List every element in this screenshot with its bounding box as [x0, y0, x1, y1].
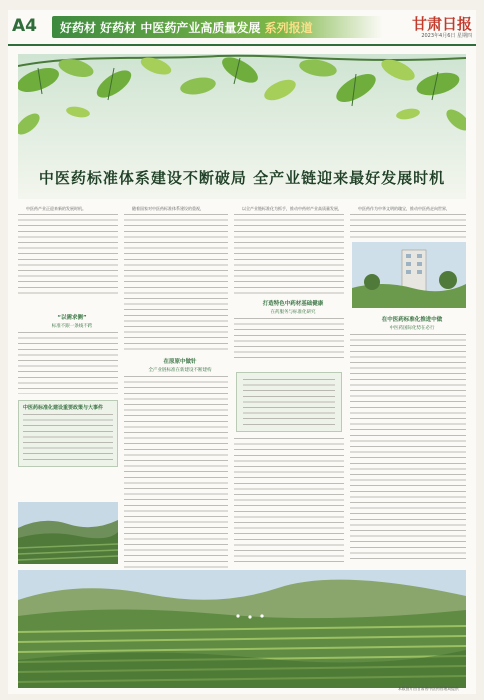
herb-field-photo	[18, 502, 118, 564]
body-text-block	[234, 214, 344, 296]
section-1-title: “以需求侧”	[57, 315, 87, 321]
article-column-4	[350, 206, 466, 242]
quote-box	[236, 372, 342, 432]
body-text-block	[18, 332, 118, 394]
section-1-subtitle: 标准不跟一条线不跨	[51, 324, 93, 329]
banner-series-label: 系列报道	[264, 21, 313, 35]
section-4-title: 在中医药标准化推进中做	[381, 317, 443, 323]
issue-date: 2023年4月6日 星期四	[421, 33, 472, 39]
article-column-2	[124, 206, 228, 572]
section-4-subtitle: 中医药国际化势在必行	[389, 326, 435, 331]
section-3-subtitle: 在药服务与标准化研究	[270, 309, 316, 315]
series-banner-text	[60, 19, 313, 36]
body-text-block	[234, 318, 344, 358]
banner-topic: 中医药产业高质量发展	[140, 21, 261, 35]
body-text-block	[124, 214, 228, 354]
sidebar-title: 中医药标准化建设重要政策与大事件	[23, 405, 104, 411]
newspaper-logo: 甘肃日报	[411, 15, 472, 33]
column-2-lead: 随着国家对中医药标准体系建设的重视，	[132, 206, 204, 211]
article-column-1	[18, 206, 118, 306]
hero-banner	[18, 54, 466, 199]
article-column-1-section	[18, 310, 118, 473]
policy-sidebar	[18, 400, 118, 467]
section-2-subtitle: 全产业链标准在新建设不断建构	[148, 367, 212, 373]
article-column-3-continued	[234, 438, 344, 564]
herb-farm-panorama	[18, 570, 466, 688]
section-3-title: 打造特色中药材基础健康	[262, 300, 324, 307]
body-text-block	[18, 214, 118, 294]
banner-slogan: 好药材 好药材	[60, 21, 137, 35]
series-banner	[52, 16, 382, 38]
body-text-block	[234, 438, 344, 564]
page-number: A4	[12, 16, 37, 36]
page-headline: 中医药标准体系建设不断破局 全产业链迎来最好发展时机	[38, 169, 446, 187]
body-text-block	[350, 334, 466, 560]
newspaper-page	[8, 10, 476, 694]
body-text-block	[124, 376, 228, 572]
column-1-lead: 中医药产业正迎来新的发展时机。	[26, 206, 86, 211]
article-column-3	[234, 206, 344, 358]
article-column-4-section	[350, 312, 466, 560]
section-2-title: 在原原中做针	[163, 358, 197, 365]
quote-text	[243, 379, 335, 425]
body-text-block	[350, 214, 466, 242]
sidebar-text	[23, 414, 113, 462]
column-4-lead: 中医药作为中华文明的瑰宝，推动中医药走向世界，	[358, 206, 450, 211]
masthead	[8, 10, 476, 46]
photo-credit: 本版图片由甘肃省中医药管理局提供	[398, 686, 459, 691]
building-photo	[352, 242, 466, 308]
column-3-lead: 以全产业链标准化为抓手，推动中药材产业高质量发展，	[242, 206, 342, 211]
